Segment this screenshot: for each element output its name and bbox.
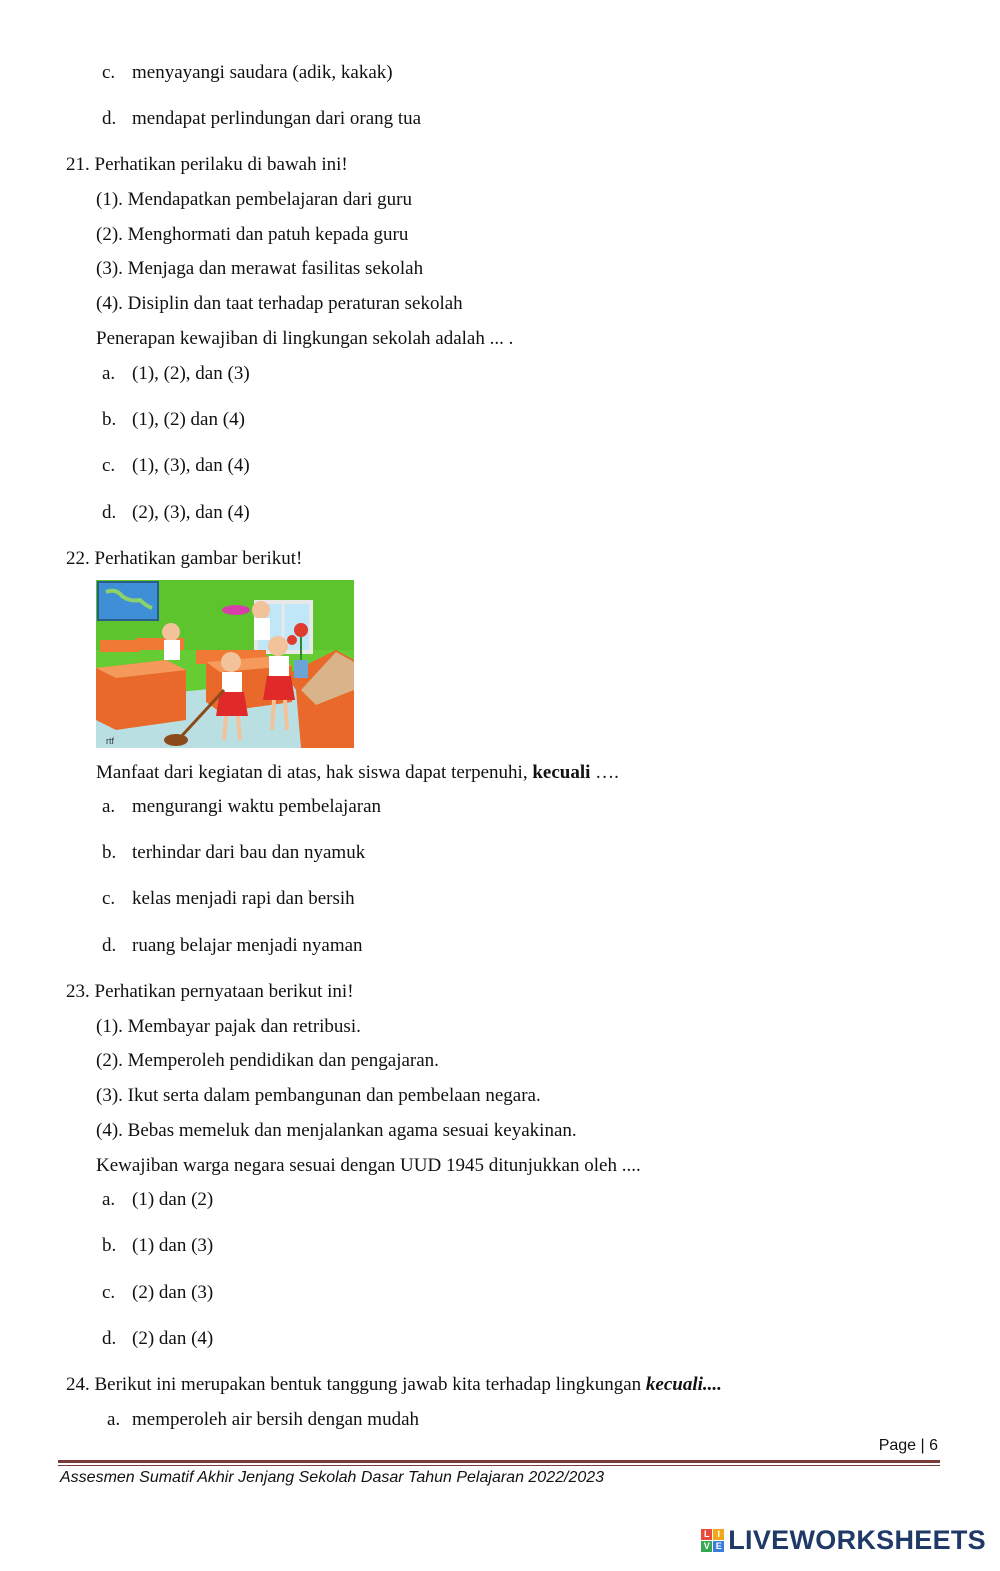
option-text: (2), (3), dan (4) — [132, 502, 250, 523]
footer-caption: Assesmen Sumatif Akhir Jenjang Sekolah Dasar Tahun Pelajaran 2022/2023 — [60, 1469, 605, 1486]
question-23-item-3: (3). Ikut serta dalam pembangunan dan pembelaan negara. — [96, 1085, 541, 1106]
option-text: terhindar dari bau dan nyamuk — [132, 842, 366, 863]
option-letter: b. — [102, 842, 117, 863]
stem-text: Manfaat dari kegiatan di atas, hak siswa dapat terpenuhi, — [96, 762, 533, 783]
question-23-stem: Kewajiban warga negara sesuai dengan UUD 1945 ditunjukkan oleh .... — [96, 1155, 641, 1176]
option-text: (1) dan (3) — [132, 1235, 214, 1256]
option-letter: c. — [102, 888, 116, 909]
option-text: (1) dan (2) — [132, 1189, 214, 1210]
option-letter: a. — [102, 1189, 116, 1210]
option-text: memperoleh air bersih dengan mudah — [132, 1409, 420, 1430]
option-letter: d. — [102, 502, 117, 523]
question-emphasis: kecuali.... — [645, 1374, 722, 1395]
question-22-option-b[interactable] — [102, 842, 365, 864]
stem-ellipsis: …. — [590, 762, 619, 783]
footer-divider — [58, 1460, 940, 1463]
question-21-item-1: (1). Mendapatkan pembelajaran dari guru — [96, 189, 413, 210]
question-23-prompt — [66, 981, 354, 1003]
question-23-option-a[interactable] — [102, 1189, 213, 1211]
option-text: (1), (2) dan (4) — [132, 409, 245, 430]
question-22-option-d[interactable] — [102, 935, 363, 957]
question-text: Perhatikan gambar berikut! — [94, 548, 303, 569]
option-text: (1), (2), dan (3) — [132, 363, 250, 384]
option-letter: d. — [102, 108, 117, 129]
question-22-option-a[interactable] — [102, 796, 381, 818]
question-number: 23. — [66, 981, 90, 1002]
option-d[interactable] — [102, 108, 421, 130]
question-21-option-c[interactable] — [102, 455, 250, 477]
option-text: ruang belajar menjadi nyaman — [132, 935, 363, 956]
question-number: 24. — [66, 1374, 90, 1395]
question-23-item-2: (2). Memperoleh pendidikan dan pengajaran. — [96, 1050, 439, 1071]
option-text: mengurangi waktu pembelajaran — [132, 796, 382, 817]
option-letter: c. — [102, 1282, 116, 1303]
option-text: (2) dan (4) — [132, 1328, 214, 1349]
question-23-item-4: (4). Bebas memeluk dan menjalankan agama sesuai keyakinan. — [96, 1120, 577, 1141]
question-21-item-2: (2). Menghormati dan patuh kepada guru — [96, 224, 409, 245]
question-number: 22. — [66, 548, 90, 569]
question-24-prompt — [66, 1374, 722, 1396]
option-text: (1), (3), dan (4) — [132, 455, 250, 476]
footer-divider-thin — [58, 1465, 940, 1466]
question-23-item-1: (1). Membayar pajak dan retribusi. — [96, 1016, 361, 1037]
brand-name: LIVEWORKSHEETS — [728, 1525, 986, 1555]
question-22-prompt — [66, 548, 302, 570]
question-21-option-a[interactable] — [102, 363, 250, 385]
option-c[interactable] — [102, 62, 393, 84]
option-text: kelas menjadi rapi dan bersih — [132, 888, 355, 909]
question-22-option-c[interactable] — [102, 888, 355, 910]
question-text: Berikut ini merupakan bentuk tanggung jawab kita terhadap lingkungan — [94, 1374, 646, 1395]
option-letter: c. — [102, 455, 116, 476]
option-text: mendapat perlindungan dari orang tua — [132, 108, 422, 129]
option-letter: a. — [107, 1409, 121, 1430]
question-21-item-3: (3). Menjaga dan merawat fasilitas sekolah — [96, 258, 424, 279]
question-21-stem: Penerapan kewajiban di lingkungan sekolah adalah ... . — [96, 328, 514, 349]
option-letter: d. — [102, 1328, 117, 1349]
question-24-option-a[interactable] — [107, 1409, 419, 1431]
question-21-prompt — [66, 154, 348, 176]
question-23-option-b[interactable] — [102, 1235, 213, 1257]
question-number: 21. — [66, 154, 90, 175]
liveworksheets-logo-icon: L I V E — [701, 1529, 724, 1552]
option-letter: c. — [102, 62, 116, 83]
question-text: Perhatikan pernyataan berikut ini! — [94, 981, 354, 1002]
option-text: (2) dan (3) — [132, 1282, 214, 1303]
question-21-option-d[interactable] — [102, 502, 250, 524]
question-22-stem — [96, 762, 619, 784]
question-21-item-4: (4). Disiplin dan taat terhadap peraturan sekolah — [96, 293, 463, 314]
classroom-cleaning-illustration — [96, 580, 354, 748]
question-21-option-b[interactable] — [102, 409, 245, 431]
option-letter: b. — [102, 1235, 117, 1256]
illustration-signature: rtf — [106, 736, 114, 746]
option-letter: b. — [102, 409, 117, 430]
option-letter: a. — [102, 363, 116, 384]
page-number: Page | 6 — [878, 1437, 938, 1454]
question-23-option-c[interactable] — [102, 1282, 213, 1304]
stem-emphasis: kecuali — [532, 762, 591, 783]
option-letter: d. — [102, 935, 117, 956]
question-23-option-d[interactable] — [102, 1328, 213, 1350]
liveworksheets-brand[interactable] — [701, 1525, 986, 1556]
option-letter: a. — [102, 796, 116, 817]
option-text: menyayangi saudara (adik, kakak) — [132, 62, 393, 83]
question-text: Perhatikan perilaku di bawah ini! — [94, 154, 348, 175]
